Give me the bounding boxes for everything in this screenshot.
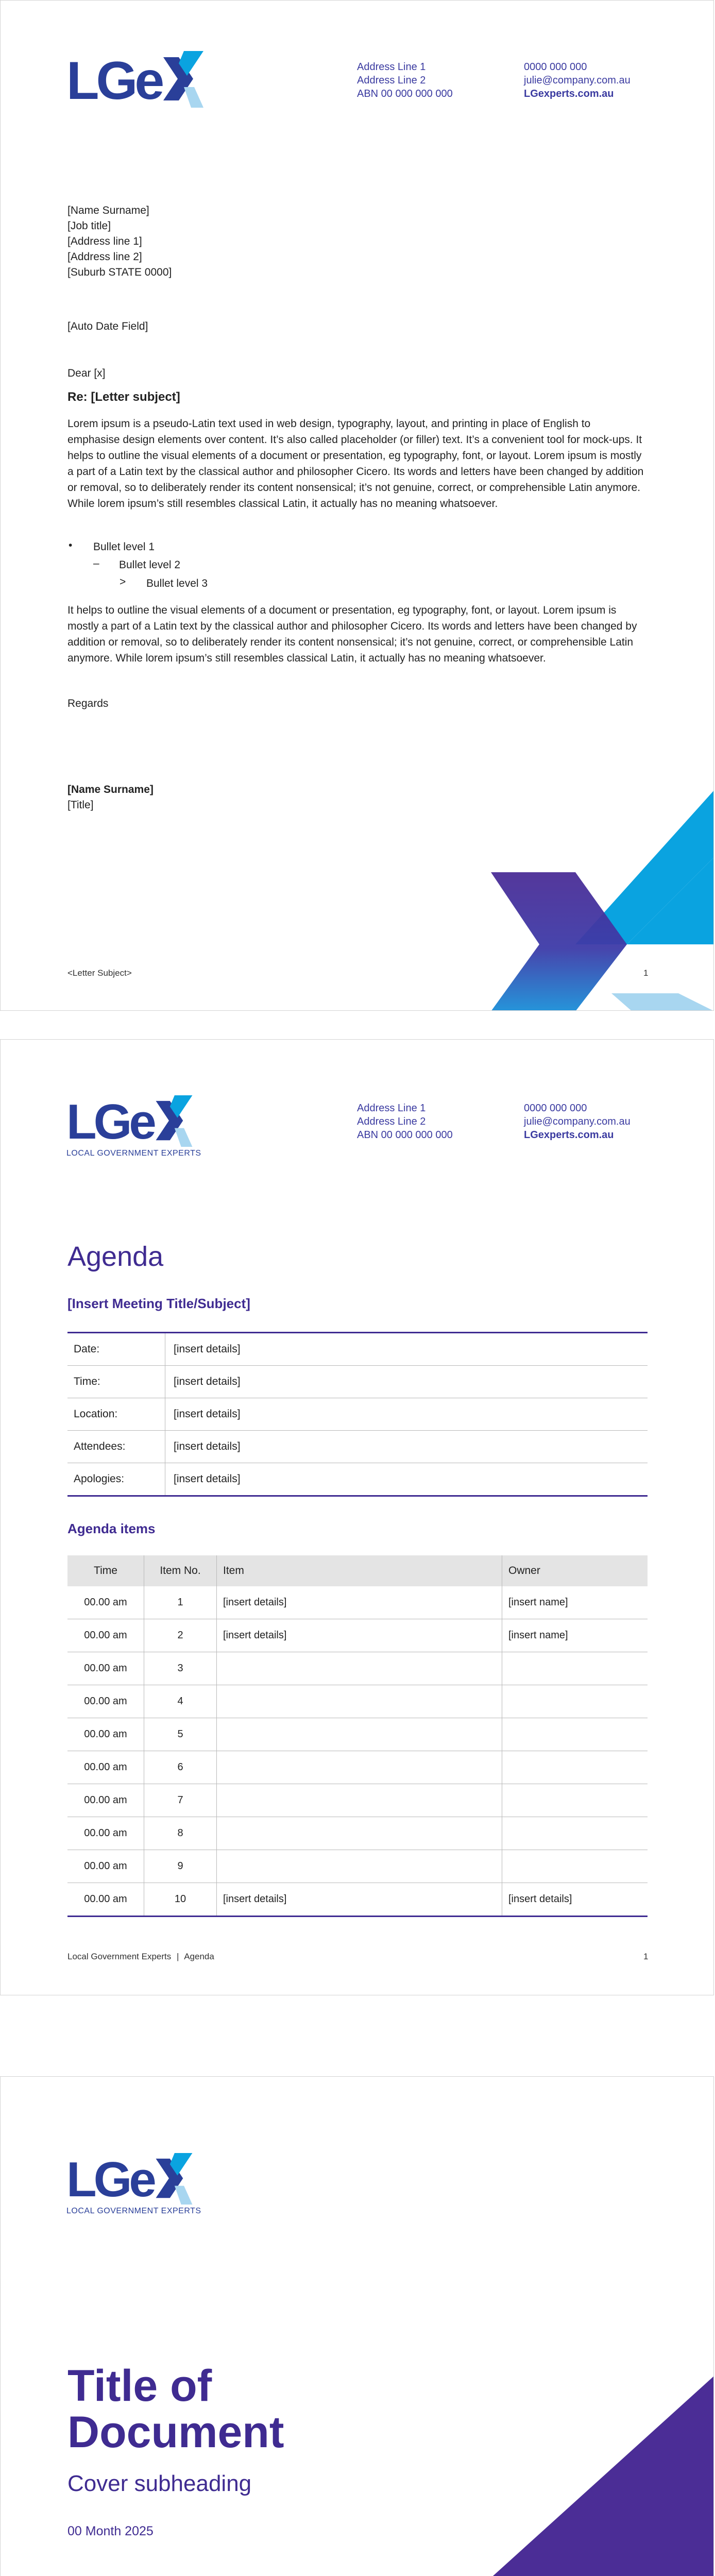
meeting-title: [Insert Meeting Title/Subject] — [67, 1296, 250, 1311]
agenda-item-number: 5 — [144, 1718, 217, 1751]
header-contact — [524, 60, 631, 100]
agenda-item-time: 00.00 am — [67, 1817, 144, 1850]
cover-page — [0, 2076, 714, 2576]
meeting-details-table — [67, 1332, 648, 1497]
agenda-item-text[interactable] — [217, 1685, 502, 1718]
meeting-detail-row — [67, 1333, 648, 1366]
abn: ABN 00 000 000 000 — [357, 88, 453, 99]
salutation: Dear [x] — [67, 367, 106, 379]
agenda-item-text[interactable]: [insert details] — [217, 1883, 502, 1917]
bullet-level-2: Bullet level 2 — [119, 559, 181, 571]
meeting-detail-row — [67, 1398, 648, 1431]
logo-x-icon — [156, 1095, 193, 1147]
agenda-item-row — [67, 1850, 648, 1883]
meeting-detail-label: Date: — [67, 1333, 165, 1366]
col-owner: Owner — [502, 1555, 648, 1586]
agenda-item-owner[interactable] — [502, 1751, 648, 1784]
signature-title: [Title] — [67, 799, 94, 811]
col-time: Time — [67, 1555, 144, 1586]
address-line-1: Address Line 1 — [357, 61, 426, 73]
meeting-detail-value[interactable]: [insert details] — [174, 1473, 241, 1485]
logo-wordmark: LGe — [66, 1094, 154, 1149]
recipient-block — [67, 203, 172, 280]
agenda-footer — [67, 1952, 214, 1962]
agenda-item-row — [67, 1586, 648, 1619]
agenda-item-owner[interactable] — [502, 1817, 648, 1850]
agenda-item-owner[interactable]: [insert name] — [502, 1586, 648, 1619]
bullet-marker-3: > — [120, 576, 126, 588]
agenda-item-row — [67, 1619, 648, 1652]
recipient-name: [Name Surname] — [67, 205, 149, 216]
header-address — [357, 1101, 453, 1142]
recipient-job: [Job title] — [67, 220, 111, 232]
agenda-item-number: 2 — [144, 1619, 217, 1652]
agenda-item-time: 00.00 am — [67, 1586, 144, 1619]
meeting-detail-label: Location: — [67, 1398, 165, 1431]
bullet-level-1: Bullet level 1 — [93, 541, 155, 553]
agenda-items-heading: Agenda items — [67, 1521, 156, 1536]
agenda-item-owner[interactable] — [502, 1652, 648, 1685]
recipient-address-1: [Address line 1] — [67, 235, 142, 247]
footer-doc: Agenda — [184, 1952, 214, 1961]
agenda-item-time: 00.00 am — [84, 1893, 127, 1905]
address-line-1: Address Line 1 — [357, 1103, 426, 1114]
agenda-item-number: 1 — [144, 1586, 217, 1619]
bullet-level-3: Bullet level 3 — [146, 578, 208, 589]
agenda-item-number: 10 — [144, 1883, 217, 1917]
phone: 0000 000 000 — [524, 61, 587, 73]
agenda-item-time: 00.00 am — [67, 1619, 144, 1652]
meeting-detail-row — [67, 1431, 648, 1463]
agenda-item-time: 00.00 am — [67, 1850, 144, 1883]
agenda-item-row — [67, 1751, 648, 1784]
page-number: 1 — [643, 968, 649, 978]
logo-wordmark: LGe — [66, 51, 162, 111]
col-item-no: Item No. — [144, 1555, 217, 1586]
footer-subject: <Letter Subject> — [67, 968, 132, 978]
cover-subheading: Cover subheading — [67, 2471, 252, 2496]
agenda-item-text[interactable]: [insert details] — [217, 1586, 502, 1619]
paragraph-1: Lorem ipsum is a pseudo-Latin text used in web design, typography, layout, and printing in place of English to emphasise design elements over content. It’s also called placeholder (or filler) text. It’s a convenient tool for mock-ups. It helps to outline the visual elements of a document or presentation, eg typography, font, or layout. Lorem ipsum is mostly a part of a Latin text by the classical author and philosopher Cicero. Its words and letters have been changed by addition or removal, so to deliberately render its content nonsensical; it’s not genuine, correct, or comprehensible Latin anymore. While lorem ipsum’s still resembles classical Latin, it actually has no meaning whatsoever. — [67, 418, 644, 510]
bullet-marker-2: – — [93, 557, 99, 569]
agenda-item-owner[interactable] — [502, 1784, 648, 1817]
signature-name: [Name Surname] — [67, 784, 154, 795]
agenda-item-owner[interactable]: [insert name] — [502, 1619, 648, 1652]
agenda-item-text[interactable] — [217, 1784, 502, 1817]
logo-tagline: LOCAL GOVERNMENT EXPERTS — [66, 2207, 201, 2215]
bullet-marker-1: • — [69, 539, 73, 551]
agenda-items-table — [67, 1555, 648, 1917]
agenda-item-row — [67, 1718, 648, 1751]
header-contact — [524, 1101, 631, 1142]
email-link[interactable]: julie@company.com.au — [524, 75, 631, 86]
address-line-2: Address Line 2 — [357, 1116, 426, 1127]
page-number: 1 — [643, 1952, 649, 1961]
agenda-item-row — [67, 1883, 648, 1917]
agenda-item-number: 6 — [144, 1751, 217, 1784]
agenda-item-text[interactable] — [217, 1751, 502, 1784]
agenda-item-time: 00.00 am — [67, 1784, 144, 1817]
decorative-x-graphic — [478, 790, 714, 1011]
logo-tagline: LOCAL GOVERNMENT EXPERTS — [66, 1149, 201, 1158]
website-link[interactable]: LGexperts.com.au — [524, 88, 614, 99]
agenda-item-owner[interactable] — [502, 1685, 648, 1718]
logo-x-icon — [163, 51, 203, 108]
letter-subject: Re: [Letter subject] — [67, 390, 180, 404]
header-address — [357, 60, 453, 100]
agenda-item-time: 00.00 am — [67, 1718, 144, 1751]
agenda-item-owner[interactable] — [502, 1718, 648, 1751]
letter-page — [0, 0, 714, 1011]
agenda-item-number: 3 — [144, 1652, 217, 1685]
meeting-detail-label: Attendees: — [67, 1431, 165, 1463]
footer-separator: | — [177, 1952, 179, 1961]
meeting-detail-value[interactable]: [insert details] — [165, 1431, 648, 1463]
col-item: Item — [217, 1555, 502, 1586]
agenda-item-text[interactable] — [217, 1652, 502, 1685]
paragraph-2: It helps to outline the visual elements of a document or presentation, eg typography, font, or layout. Lorem ipsum is mostly a part of a Latin text by the classical author and philosopher Cicero. Its words and letters have been changed by addition or removal, so to deliberately render its content nonsensical; it’s not genuine, correct, or comprehensible Latin anymore. While lorem ipsum’s still resembles classical Latin, it actually has no meaning whatsoever. — [67, 604, 637, 664]
meeting-detail-value[interactable]: [insert details] — [165, 1333, 648, 1366]
agenda-item-row — [67, 1817, 648, 1850]
meeting-detail-label: Apologies: — [67, 1463, 165, 1496]
recipient-address-2: [Address line 2] — [67, 251, 142, 263]
cover-date: 00 Month 2025 — [67, 2524, 154, 2538]
agenda-item-time: 00.00 am — [67, 1685, 144, 1718]
meeting-detail-label: Time: — [67, 1366, 165, 1398]
agenda-item-owner[interactable]: [insert details] — [502, 1883, 648, 1917]
agenda-item-owner[interactable] — [502, 1850, 648, 1883]
phone: 0000 000 000 — [524, 1103, 587, 1114]
agenda-item-number: 9 — [144, 1850, 217, 1883]
agenda-item-text[interactable] — [217, 1817, 502, 1850]
agenda-item-time: 00.00 am — [67, 1652, 144, 1685]
logo — [66, 51, 203, 111]
agenda-item-row — [67, 1685, 648, 1718]
logo-wordmark: LGe — [66, 2152, 154, 2207]
address-line-2: Address Line 2 — [357, 75, 426, 86]
meeting-detail-value[interactable]: [insert details] — [165, 1398, 648, 1431]
meeting-detail-row — [67, 1463, 648, 1496]
email-link[interactable]: julie@company.com.au — [524, 1116, 631, 1127]
agenda-title: Agenda — [67, 1241, 164, 1272]
meeting-detail-value[interactable]: [insert details] — [165, 1366, 648, 1398]
agenda-item-time: 00.00 am — [67, 1751, 144, 1784]
agenda-item-row — [67, 1784, 648, 1817]
closing: Regards — [67, 698, 109, 709]
agenda-item-number: 8 — [144, 1817, 217, 1850]
agenda-item-row — [67, 1652, 648, 1685]
agenda-item-number: 4 — [144, 1685, 217, 1718]
footer-org: Local Government Experts — [67, 1952, 172, 1961]
recipient-suburb: [Suburb STATE 0000] — [67, 266, 172, 278]
date-field: [Auto Date Field] — [67, 320, 148, 332]
agenda-item-text[interactable] — [217, 1850, 502, 1883]
website-link[interactable]: LGexperts.com.au — [524, 1129, 614, 1141]
logo — [66, 1095, 201, 1158]
agenda-page — [0, 1039, 714, 1995]
cover-title-line-2: Document — [67, 2408, 284, 2457]
meeting-detail-row — [67, 1366, 648, 1398]
cover-title-line-1: Title of — [67, 2361, 212, 2411]
agenda-item-text[interactable] — [217, 1718, 502, 1751]
agenda-item-text[interactable]: [insert details] — [217, 1619, 502, 1652]
cover-x-graphic — [1, 2077, 714, 2576]
abn: ABN 00 000 000 000 — [357, 1129, 453, 1141]
agenda-item-number: 7 — [144, 1784, 217, 1817]
